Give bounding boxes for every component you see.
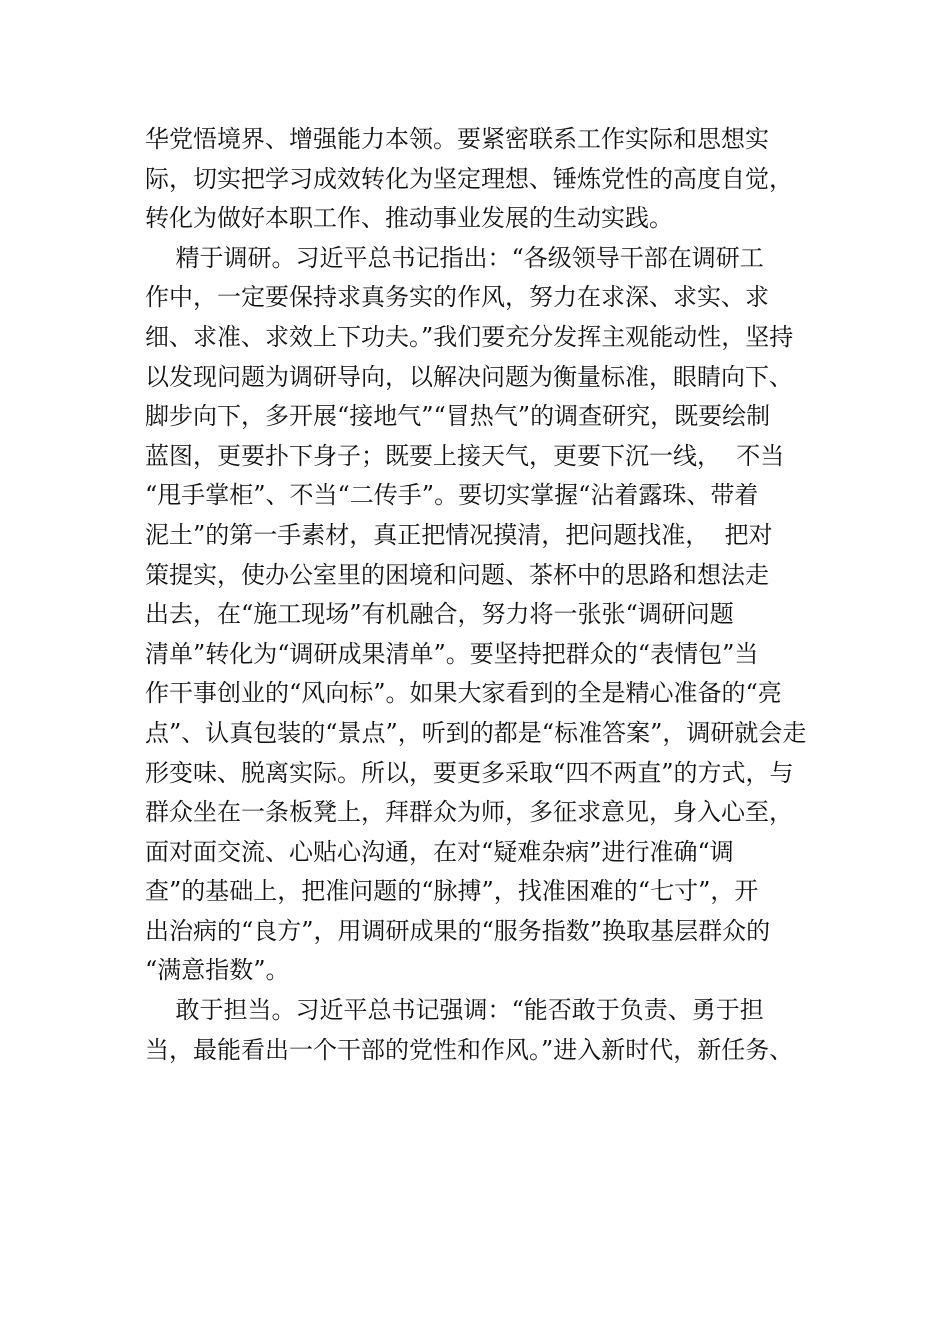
text-line: 形变味、脱离实际。所以，要更多采取“四不两直”的方式，与 bbox=[145, 758, 794, 787]
text-line: “甩手掌柜”、不当“二传手”。要切实掌握“沾着露珠、带着 bbox=[145, 481, 759, 510]
text-line: 点”、认真包装的“景点”，听到的都是“标准答案”，调研就会走 bbox=[145, 718, 807, 747]
text-line: 群众坐在一条板凳上，拜群众为师，多征求意见，身入心至， bbox=[145, 798, 793, 827]
text-line: 泥土”的第一手素材，真正把情况摸清，把问题找准， 把对 bbox=[145, 520, 773, 549]
text-line: 面对面交流、心贴心沟通，在对“疑难杂病”进行准确“调 bbox=[145, 837, 734, 866]
text-line: 敢于担当。习近平总书记强调：“能否敢于负责、勇于担 bbox=[145, 996, 764, 1025]
text-line: 查”的基础上，把准问题的“脉搏”，找准困难的“七寸”，开 bbox=[145, 877, 759, 906]
text-line: 清单”转化为“调研成果清单”。要坚持把群众的“表情包”当 bbox=[145, 639, 759, 668]
text-line: 出去，在“施工现场”有机融合，努力将一张张“调研问题 bbox=[145, 600, 734, 629]
text-line: 脚步向下，多开展“接地气”“冒热气”的调查研究，既要绘制 bbox=[145, 402, 771, 431]
text-line: 出治病的“良方”，用调研成果的“服务指数”换取基层群众的 bbox=[145, 916, 771, 945]
text-line: 际，切实把学习成效转化为坚定理想、锤炼党性的高度自觉， bbox=[145, 164, 793, 193]
text-line: 转化为做好本职工作、推动事业发展的生动实践。 bbox=[145, 204, 673, 233]
text-line: 蓝图，更要扑下身子；既要上接天气，更要下沉一线， 不当 bbox=[145, 441, 785, 470]
paragraph-3 bbox=[145, 991, 825, 1070]
text-line: 华党悟境界、增强能力本领。要紧密联系工作实际和思想实 bbox=[145, 125, 769, 153]
body-text bbox=[145, 120, 825, 1070]
text-line: 以发现问题为调研导向，以解决问题为衡量标准，眼睛向下、 bbox=[145, 362, 793, 391]
paragraph-2 bbox=[145, 239, 825, 991]
text-line: 作干事创业的“风向标”。如果大家看到的全是精心准备的“亮 bbox=[145, 679, 782, 708]
paragraph-1 bbox=[145, 120, 825, 239]
text-line: “满意指数”。 bbox=[145, 956, 290, 985]
text-line: 作中，一定要保持求真务实的作风，努力在求深、求实、求 bbox=[145, 283, 769, 312]
text-line: 策提实，使办公室里的困境和问题、茶杯中的思路和想法走 bbox=[145, 560, 769, 589]
text-line: 精于调研。习近平总书记指出：“各级领导干部在调研工 bbox=[145, 243, 764, 272]
text-line: 当，最能看出一个干部的党性和作风。”进入新时代，新任务、 bbox=[145, 1035, 794, 1064]
text-line: 细、求准、求效上下功夫。”我们要充分发挥主观能动性，坚持 bbox=[145, 322, 794, 351]
